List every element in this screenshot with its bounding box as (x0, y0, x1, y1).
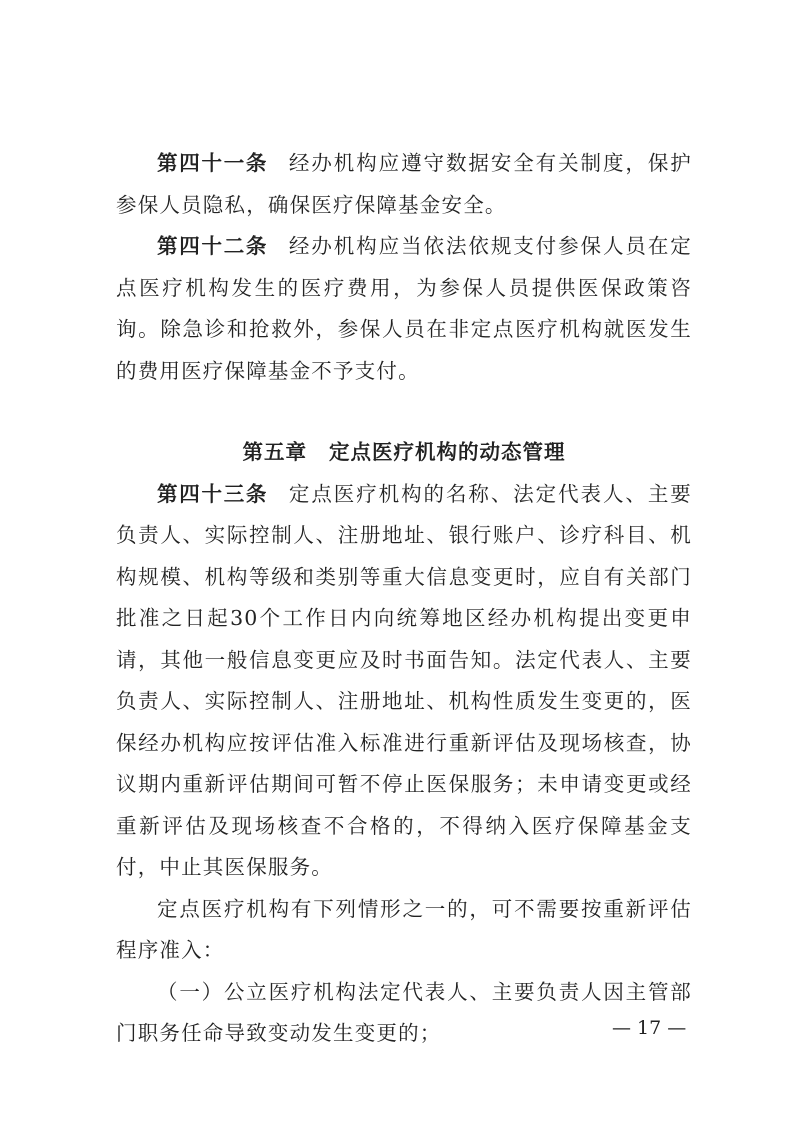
document-body (116, 143, 692, 1055)
article-41 (116, 143, 692, 226)
chapter-heading (116, 432, 692, 474)
chapter-title: 定点医疗机构的动态管理 (329, 440, 566, 464)
page-number: — 17 — (612, 1017, 687, 1039)
article-41-title: 第四十一条 (157, 151, 269, 175)
exemption-paragraph: 定点医疗机构有下列情形之一的，可不需要按重新评估程序准入： (116, 896, 692, 962)
article-41-body: 经办机构应遵守数据安全有关制度，保护参保人员隐私，确保医疗保障基金安全。 (116, 151, 692, 217)
article-43-body: 定点医疗机构的名称、法定代表人、主要负责人、实际控制人、注册地址、银行账户、诊疗科目、机构规模、机构等级和类别等重大信息变更时，应自有关部门批准之日起30个工作日内向统筹地区经办机构提出变更申请，其他一般信息变更应及时书面告知。法定代表人、主要负责人、实际控制人、注册地址、机构性质发生变更的，医保经办机构应按评估准入标准进行重新评估及现场核查，协议期内重新评估期间可暂不停止医保服务；未申请变更或经重新评估及现场核查不合格的，不得纳入医疗保障基金支付，中止其医保服务。 (116, 481, 692, 879)
article-43-title: 第四十三条 (157, 481, 269, 506)
article-42-title: 第四十二条 (157, 234, 269, 258)
article-42-body: 经办机构应当依法依规支付参保人员在定点医疗机构发生的医疗费用，为参保人员提供医保政策咨询。除急诊和抢救外，参保人员在非定点医疗机构就医发生的费用医疗保障基金不予支付。 (116, 234, 692, 383)
chapter-number: 第五章 (242, 440, 307, 464)
article-43 (116, 474, 692, 889)
article-42 (116, 226, 692, 392)
list-item-1: （一）公立医疗机构法定代表人、主要负责人因主管部门职务任命导致变动发生变更的； (116, 979, 692, 1045)
